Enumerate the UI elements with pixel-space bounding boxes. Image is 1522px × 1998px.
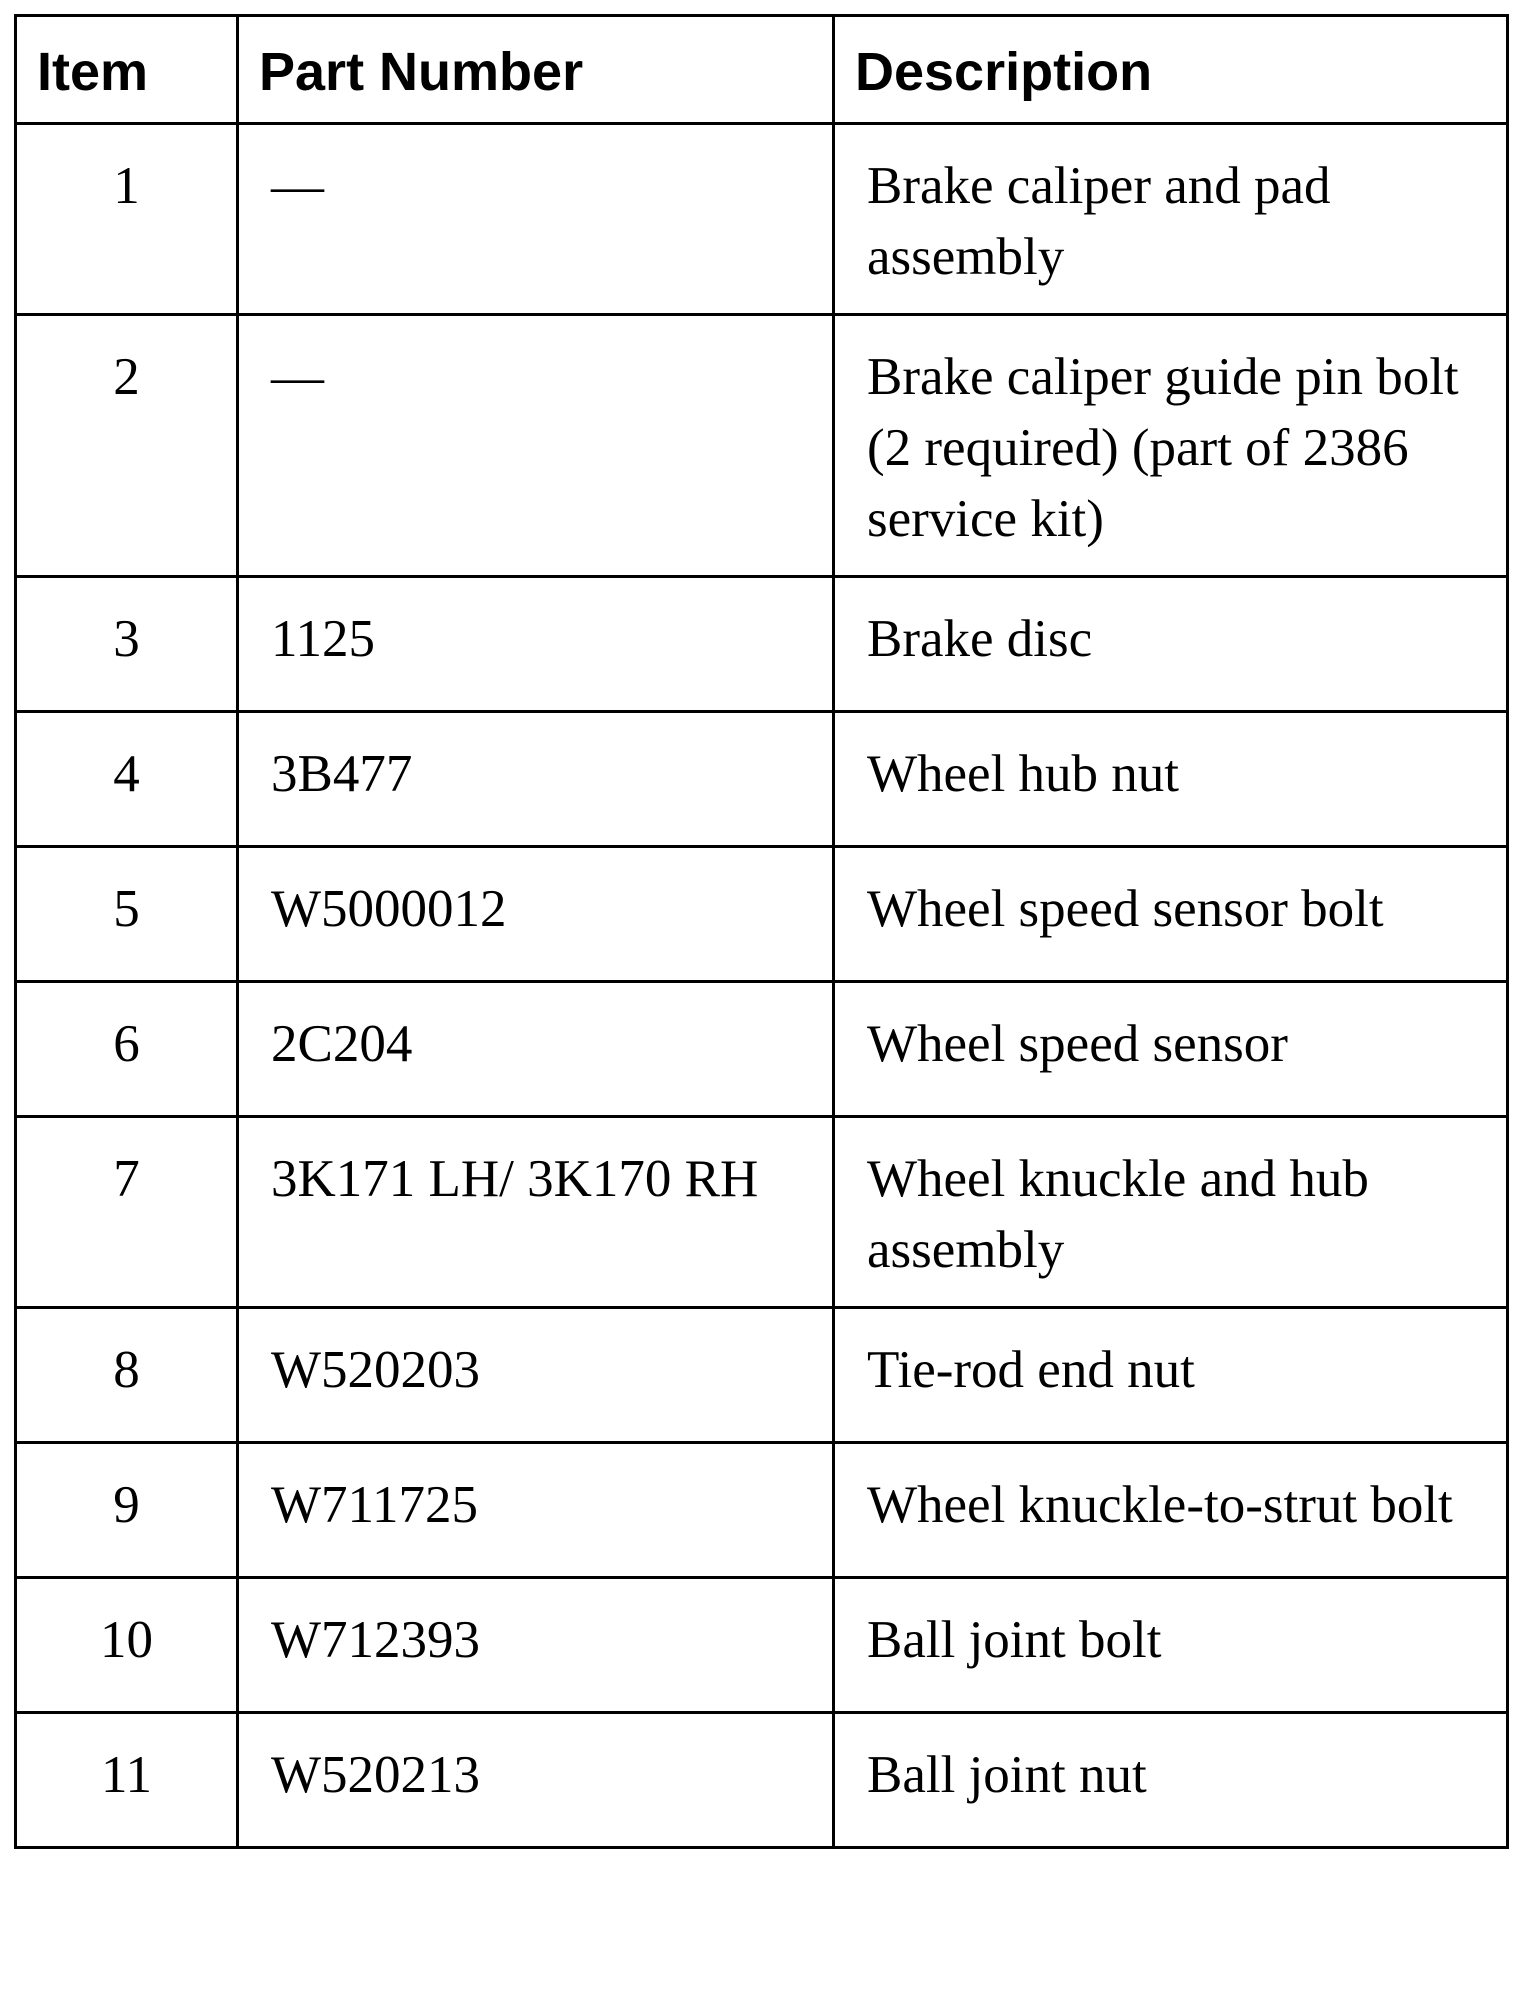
description-cell: Ball joint nut xyxy=(834,1713,1508,1848)
item-number-cell: 8 xyxy=(16,1308,238,1443)
part-number-cell: — xyxy=(238,124,834,315)
table-row xyxy=(16,1308,1508,1443)
column-header-description: Description xyxy=(834,16,1508,124)
part-number-cell: W5000012 xyxy=(238,847,834,982)
item-number-cell: 1 xyxy=(16,124,238,315)
item-number-cell: 6 xyxy=(16,982,238,1117)
part-number-cell: — xyxy=(238,315,834,577)
item-number-cell: 5 xyxy=(16,847,238,982)
table-row xyxy=(16,1117,1508,1308)
part-number-cell: 3B477 xyxy=(238,712,834,847)
table-row xyxy=(16,1713,1508,1848)
table-row xyxy=(16,124,1508,315)
column-header-item: Item xyxy=(16,16,238,124)
part-number-cell: 1125 xyxy=(238,577,834,712)
part-number-cell: W520203 xyxy=(238,1308,834,1443)
item-number-cell: 9 xyxy=(16,1443,238,1578)
table-row xyxy=(16,1443,1508,1578)
table-row xyxy=(16,712,1508,847)
part-number-cell: W712393 xyxy=(238,1578,834,1713)
description-cell: Brake disc xyxy=(834,577,1508,712)
part-number-cell: W711725 xyxy=(238,1443,834,1578)
item-number-cell: 11 xyxy=(16,1713,238,1848)
table-header xyxy=(16,16,1508,124)
description-cell: Wheel speed sensor xyxy=(834,982,1508,1117)
description-cell: Tie-rod end nut xyxy=(834,1308,1508,1443)
table-row xyxy=(16,577,1508,712)
table-row xyxy=(16,847,1508,982)
item-number-cell: 4 xyxy=(16,712,238,847)
table-row xyxy=(16,315,1508,577)
item-number-cell: 10 xyxy=(16,1578,238,1713)
table-body xyxy=(16,124,1508,1848)
item-number-cell: 7 xyxy=(16,1117,238,1308)
description-cell: Brake caliper and pad assembly xyxy=(834,124,1508,315)
header-row xyxy=(16,16,1508,124)
description-cell: Wheel speed sensor bolt xyxy=(834,847,1508,982)
description-cell: Brake caliper guide pin bolt (2 required) (part of 2386 service kit) xyxy=(834,315,1508,577)
part-number-cell: 2C204 xyxy=(238,982,834,1117)
description-cell: Wheel knuckle and hub assembly xyxy=(834,1117,1508,1308)
description-cell: Ball joint bolt xyxy=(834,1578,1508,1713)
description-cell: Wheel knuckle-to-strut bolt xyxy=(834,1443,1508,1578)
description-cell: Wheel hub nut xyxy=(834,712,1508,847)
table-row xyxy=(16,982,1508,1117)
part-number-cell: 3K171 LH/ 3K170 RH xyxy=(238,1117,834,1308)
column-header-part-number: Part Number xyxy=(238,16,834,124)
part-number-cell: W520213 xyxy=(238,1713,834,1848)
item-number-cell: 2 xyxy=(16,315,238,577)
parts-table xyxy=(14,14,1509,1849)
item-number-cell: 3 xyxy=(16,577,238,712)
table-row xyxy=(16,1578,1508,1713)
